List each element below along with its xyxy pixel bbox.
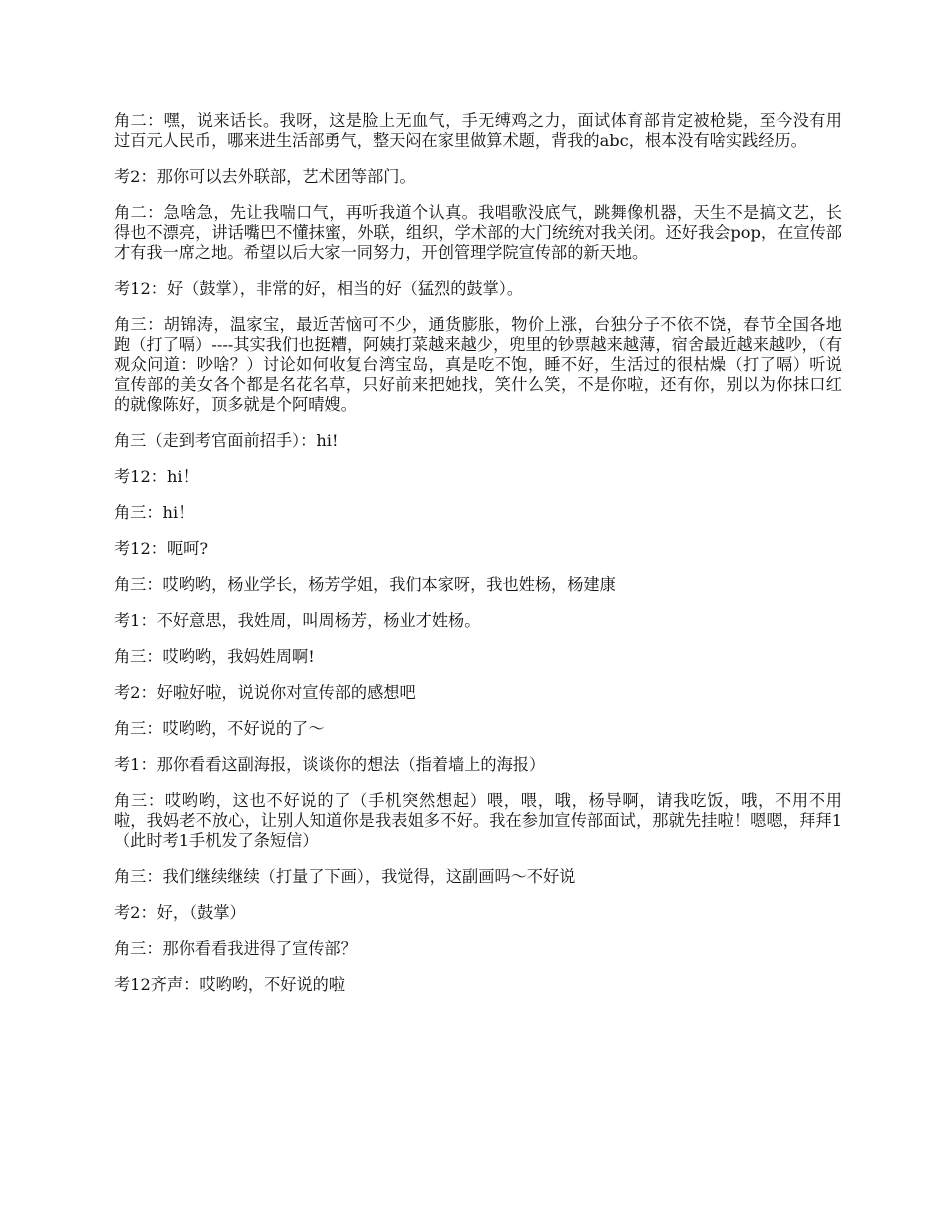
- paragraph: 考1：不好意思，我姓周，叫周杨芳，杨业才姓杨。: [114, 611, 481, 630]
- paragraph: 角三：哎哟哟，不好说的了～: [114, 719, 325, 738]
- paragraph: 角二：嘿，说来话长。我呀，这是脸上无血气，手无缚鸡之力，面试体育部肯定被枪毙，至今没有用过百元人民币，哪来进生活部勇气，整天闷在家里做算术题，背我的abc，根本没有啥实践经历。: [114, 111, 842, 150]
- paragraph: 角三（走到考官面前招手）：hi!: [114, 431, 339, 450]
- paragraph: 角三：哎哟哟，这也不好说的了（手机突然想起）喂，喂，哦，杨导啊，请我吃饭，哦，不用不用啦，我妈老不放心，让别人知道你是我表姐多不好。我在参加宣传部面试，那就先挂啦！嗯嗯，拜拜1（此时考1手机发了条短信）: [114, 791, 842, 850]
- paragraph: 角三：哎哟哟，我妈姓周啊!: [114, 647, 315, 666]
- paragraph: 考2：那你可以去外联部，艺术团等部门。: [114, 167, 416, 186]
- paragraph: 角二：急啥急，先让我喘口气，再听我道个认真。我唱歌没底气，跳舞像机器，天生不是搞文艺，长得也不漂亮，讲话嘴巴不懂抹蜜，外联，组织，学术部的大门统统对我关闭。还好我会pop，在宣传部才有我一席之地。希望以后大家一同努力，开创管理学院宣传部的新天地。: [114, 203, 842, 262]
- paragraph: 考2：好，（鼓掌）: [114, 903, 246, 922]
- paragraph: 考2：好啦好啦，说说你对宣传部的感想吧: [114, 683, 416, 702]
- paragraph: 考12：hi！: [114, 467, 199, 486]
- document-body: [114, 111, 842, 1011]
- paragraph: 考1：那你看看这副海报，谈谈你的想法（指着墙上的海报）: [114, 755, 546, 774]
- paragraph: 考12：好（鼓掌），非常的好，相当的好（猛烈的鼓掌）。: [114, 279, 524, 298]
- paragraph: 角三：胡锦涛，温家宝，最近苦恼可不少，通货膨胀，物价上涨，台独分子不依不饶，春节全国各地跑（打了嗝）----其实我们也挺糟，阿姨打菜越来越少，兜里的钞票越来越薄，宿舍最近越来越吵，（有观众问道：吵啥？）讨论如何收复台湾宝岛，真是吃不饱，睡不好，生活过的很枯燥（打了嗝）听说宣传部的美女各个都是名花名草，只好前来把她找，笑什么笑，不是你啦，还有你，别以为你抹口红的就像陈好，顶多就是个阿晴嫂。: [114, 315, 842, 414]
- paragraph: 考12：呃呵?: [114, 539, 209, 558]
- paragraph: 角三：哎哟哟，杨业学长，杨芳学姐，我们本家呀，我也姓杨，杨建康: [114, 575, 616, 594]
- paragraph: 角三：我们继续继续（打量了下画），我觉得，这副画吗～不好说: [114, 867, 576, 886]
- paragraph: 角三：hi！: [114, 503, 195, 522]
- paragraph: 考12齐声：哎哟哟，不好说的啦: [114, 975, 346, 994]
- paragraph: 角三：那你看看我进得了宣传部？: [114, 939, 357, 958]
